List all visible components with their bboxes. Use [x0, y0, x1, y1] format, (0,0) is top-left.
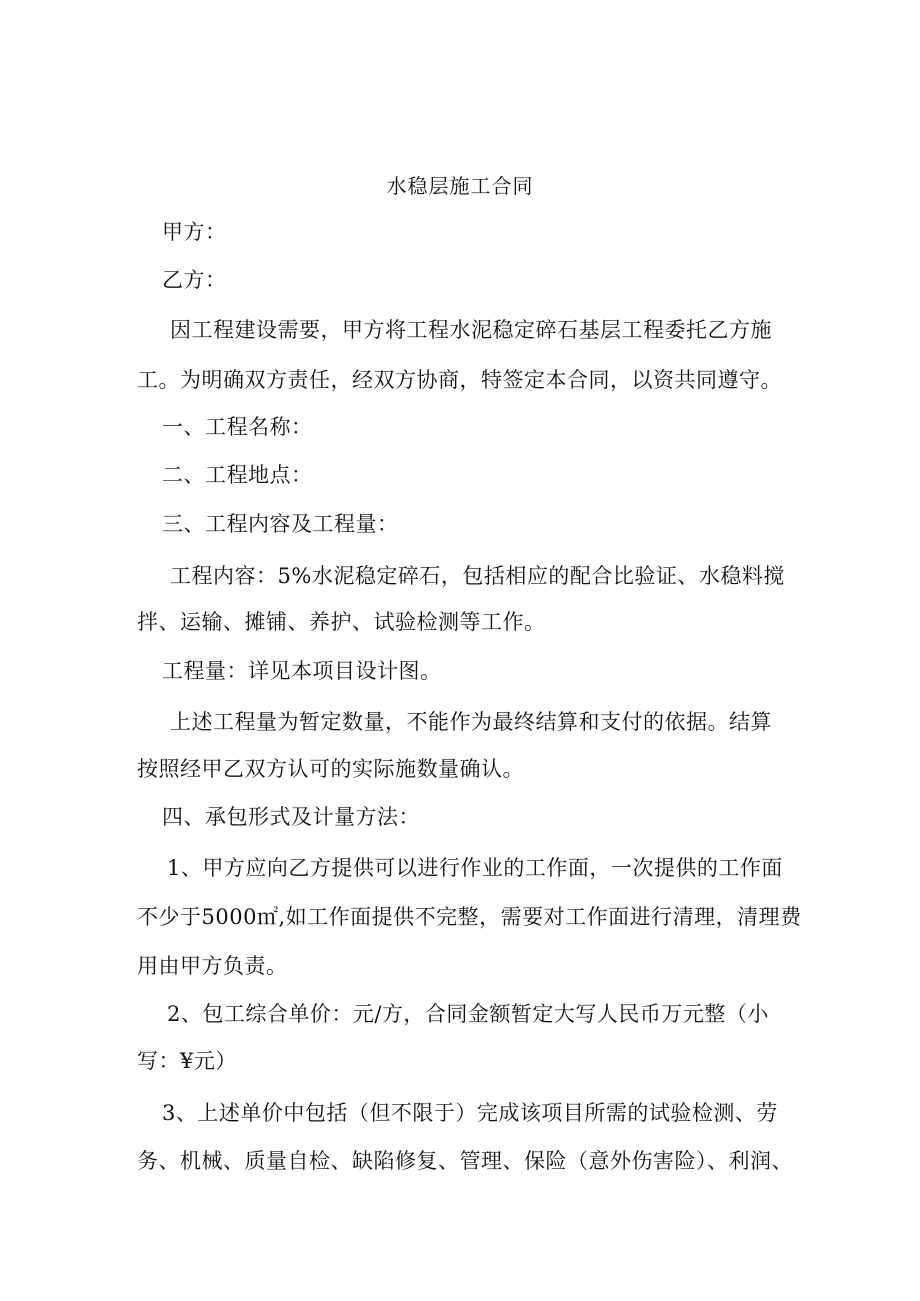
section-3-scope-heading: 三、工程内容及工程量：	[162, 512, 399, 536]
item-3-line-1: 3、上述单价中包括（但不限于）完成该项目所需的试验检测、劳	[162, 1101, 778, 1125]
intro-line-2: 工。为明确双方责任，经双方协商，特签定本合同，以资共同遵守。	[137, 368, 782, 392]
section-4-contract-form-heading: 四、承包形式及计量方法：	[162, 805, 420, 829]
intro-line-1: 因工程建设需要，甲方将工程水泥稳定碎石基层工程委托乙方施	[170, 318, 772, 342]
content-line-1: 工程内容：5%水泥稳定碎石，包括相应的配合比验证、水稳料搅	[170, 564, 785, 588]
section-2-project-location: 二、工程地点：	[162, 463, 313, 487]
item-1-line-1: 1、甲方应向乙方提供可以进行作业的工作面，一次提供的工作面	[167, 856, 783, 880]
section-1-project-name: 一、工程名称：	[162, 415, 313, 439]
quantity-line: 工程量：详见本项目设计图。	[162, 659, 442, 683]
quantity-note-line-2: 按照经甲乙双方认可的实际施数量确认。	[137, 757, 524, 781]
party-b-label: 乙方：	[162, 268, 227, 292]
item-2-line-2: 写：¥元）	[137, 1049, 237, 1073]
item-2-line-1: 2、包工综合单价：元/方，合同金额暂定大写人民币万元整（小	[167, 1002, 769, 1026]
item-1-line-3: 用由甲方负责。	[137, 954, 288, 978]
item-3-line-2: 务、机械、质量自检、缺陷修复、管理、保险（意外伤害险）、利润、	[137, 1149, 793, 1173]
document-title: 水稳层施工合同	[386, 174, 534, 198]
party-a-label: 甲方：	[162, 220, 227, 244]
content-line-2: 拌、运输、摊铺、养护、试验检测等工作。	[137, 610, 546, 634]
item-1-line-2: 不少于5000㎡,如工作面提供不完整，需要对工作面进行清理，清理费	[137, 905, 802, 929]
quantity-note-line-1: 上述工程量为暂定数量，不能作为最终结算和支付的依据。结算	[170, 710, 772, 734]
